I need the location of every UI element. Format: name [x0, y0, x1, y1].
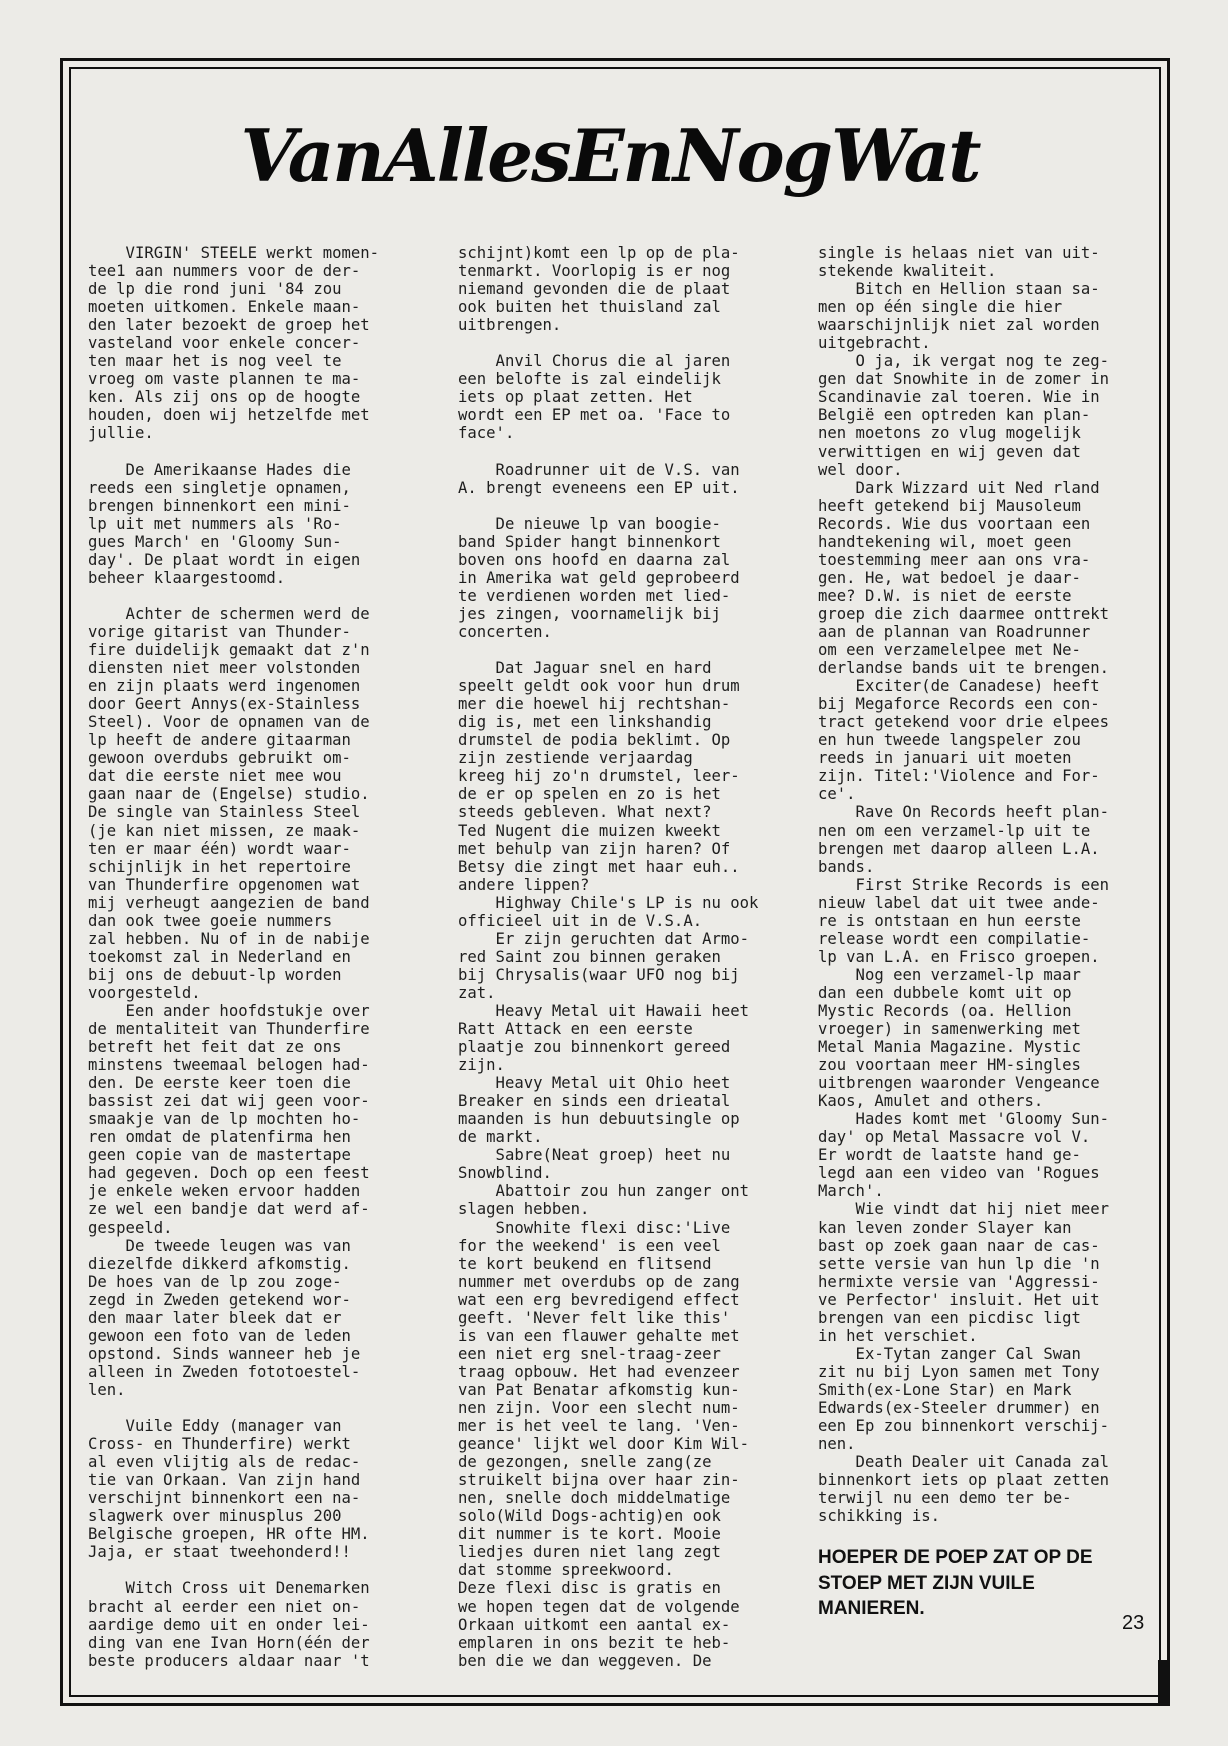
text-column-2: schijnt)komt een lp op de pla- tenmarkt. Voorlopig is er nog niemand gevonden die de plaat ook buiten het thuisland zal uitbrengen. Anvil Chorus die al jaren een belofte is zal eindelijk iets op plaat zetten. Het wordt een EP met oa. 'Face to face'. Roadrunner uit de V.S. van A. brengt eveneens een EP uit. De nieuwe lp van boogie- band Spider hangt binnenkort boven ons hoofd en daarna zal in Amerika wat geld geprobeerd te verdienen worden met lied- jes zingen, voornamelijk bij concerten. Dat Jaguar snel en hard speelt geldt ook voor hun drum mer die hoewel hij rechtshan- dig is, met een linkshandig drumstel de podia beklimt. Op zijn zestiende verjaardag kreeg hij zo'n drumstel, leer- de er op spelen en zo is het steeds gebleven. What next? Ted Nugent die muizen kweekt met behulp van zijn haren? Of Betsy die zingt met haar euh.. andere lippen? Highway Chile's LP is nu ook officieel uit in de V.S.A. Er zijn geruchten dat Armo- red Saint zou binnen geraken bij Chrysalis(waar UFO nog bij zat. Heavy Metal uit Hawaii heet Ratt Attack en een eerste plaatje zou binnenkort gereed zijn. Heavy Metal uit Ohio heet Breaker en sinds een drieatal maanden is hun debuutsingle op de markt. Sabre(Neat groep) heet nu Snowblind. Abattoir zou hun zanger ont slagen hebben. Snowhite flexi disc:'Live for the weekend' is een veel te kort beukend en flitsend nummer met overdubs op de zang wat een erg bevredigend effect geeft. 'Never felt like this' is van een flauwer gehalte met een niet erg snel-traag-zeer traag opbouw. Het had evenzeer van Pat Benatar afkomstig kun- nen zijn. Voor een slecht num- mer is het veel te lang. 'Ven- geance' lijkt wel door Kim Wil- de gezongen, snelle zang(ze struikelt bijna over haar zin- nen, snelle doch middelmatige solo(Wild Dogs-achtig)en ook dit nummer is te kort. Mooie liedjes duren niet lang zegt dat stomme spreekwoord. Deze flexi disc is gratis en we hopen tegen dat de volgende Orkaan uitkomt een aantal ex- emplaren in ons bezit te heb- ben die we dan weggeven. De	[458, 244, 759, 1670]
closing-remark: HOEPER DE POEP ZAT OP DE STOEP MET ZIJN VUILE MANIEREN.	[818, 1547, 1093, 1619]
page-title: VanAllesEnNogWat	[240, 112, 980, 198]
border-corner-mark	[1158, 1660, 1170, 1706]
text-column-3: single is helaas niet van uit- stekende kwaliteit. Bitch en Hellion staan sa- men op één single die hier waarschijnlijk niet zal worden uitgebracht. O ja, ik vergat nog te zeg- gen dat Snowhite in de zomer in Scandinavie zal toeren. Wie in België een optreden kan plan- nen moetons zo vlug mogelijk verwittigen en wij geven dat wel door. Dark Wizzard uit Ned rland heeft getekend bij Mausoleum Records. Wie dus voortaan een handtekening wil, moet geen toestemming meer aan ons vra- gen. He, wat bedoel je daar- mee? D.W. is niet de eerste groep die zich daarmee onttrekt aan de plannan van Roadrunner om een verzamelelpee met Ne- derlandse bands uit te brengen. Exciter(de Canadese) heeft bij Megaforce Records een con- tract getekend voor drie elpees en hun tweede langspeler zou reeds in januari uit moeten zijn. Titel:'Violence and For- ce'. Rave On Records heeft plan- nen om een verzamel-lp uit te brengen met daarop alleen L.A. bands. First Strike Records is een nieuw label dat uit twee ande- re is ontstaan en hun eerste release wordt een compilatie- lp van L.A. en Frisco groepen. Nog een verzamel-lp maar dan een dubbele komt uit op Mystic Records (oa. Hellion vroeger) in samenwerking met Metal Mania Magazine. Mystic zou voortaan meer HM-singles uitbrengen waaronder Vengeance Kaos, Amulet and others. Hades komt met 'Gloomy Sun- day' op Metal Massacre vol V. Er wordt de laatste hand ge- legd aan een video van 'Rogues March'. Wie vindt dat hij niet meer kan leven zonder Slayer kan bast op zoek gaan naar de cas- sette versie van hun lp die 'n hermixte versie van 'Aggressi- ve Perfector' insluit. Het uit brengen van een picdisc ligt in het verschiet. Ex-Tytan zanger Cal Swan zit nu bij Lyon samen met Tony Smith(ex-Lone Star) en Mark Edwards(ex-Steeler drummer) en een Ep zou binnenkort verschij- nen. Death Dealer uit Canada zal binnenkort iets op plaat zetten terwijl nu een demo ter be- schikking is.	[818, 244, 1110, 1526]
page-number: 23	[1122, 1612, 1145, 1634]
text-column-1: VIRGIN' STEELE werkt momen- tee1 aan nummers voor de der- de lp die rond juni '84 zou moeten uitkomen. Enkele maan- den later bezoekt de groep het vasteland voor enkele concer- ten maar het is nog veel te vroeg om vaste plannen te ma- ken. Als zij ons op de hoogte houden, doen wij hetzelfde met jullie. De Amerikaanse Hades die reeds een singletje opnamen, brengen binnenkort een mini- lp uit met nummers als 'Ro- gues March' en 'Gloomy Sun- day'. De plaat wordt in eigen beheer klaargestoomd. Achter de schermen werd de vorige gitarist van Thunder- fire duidelijk gemaakt dat z'n diensten niet meer volstonden en zijn plaats werd ingenomen door Geert Annys(ex-Stainless Steel). Voor de opnamen van de lp heeft de andere gitaarman gewoon overdubs gebruikt om- dat die eerste niet mee wou gaan naar de (Engelse) studio. De single van Stainless Steel (je kan niet missen, ze maak- ten er maar één) wordt waar- schijnlijk in het repertoire van Thunderfire opgenomen wat mij verheugt aangezien de band dan ook twee goeie nummers zal hebben. Nu of in de nabije toekomst zal in Nederland en bij ons de debuut-lp worden voorgesteld. Een ander hoofdstukje over de mentaliteit van Thunderfire betreft het feit dat ze ons minstens tweemaal belogen had- den. De eerste keer toen die bassist zei dat wij geen voor- smaakje van de lp mochten ho- ren omdat de platenfirma hen geen copie van de mastertape had gegeven. Doch op een feest je enkele weken ervoor hadden ze wel een bandje dat werd af- gespeeld. De tweede leugen was van diezelfde dikkerd afkomstig. De hoes van de lp zou zoge- zegd in Zweden getekend wor- den maar later bleek dat er gewoon een foto van de leden opstond. Sinds wanneer heb je alleen in Zweden fototoestel- len. Vuile Eddy (manager van Cross- en Thunderfire) werkt al even vlijtig als de redac- tie van Orkaan. Van zijn hand verschijnt binnenkort een na- slagwerk over minusplus 200 Belgische groepen, HR ofte HM. Jaja, er staat tweehonderd!! Witch Cross uit Denemarken bracht al eerder een niet on- aardige demo uit en onder lei- ding van ene Ivan Horn(één der beste producers aldaar naar 't	[88, 244, 380, 1670]
